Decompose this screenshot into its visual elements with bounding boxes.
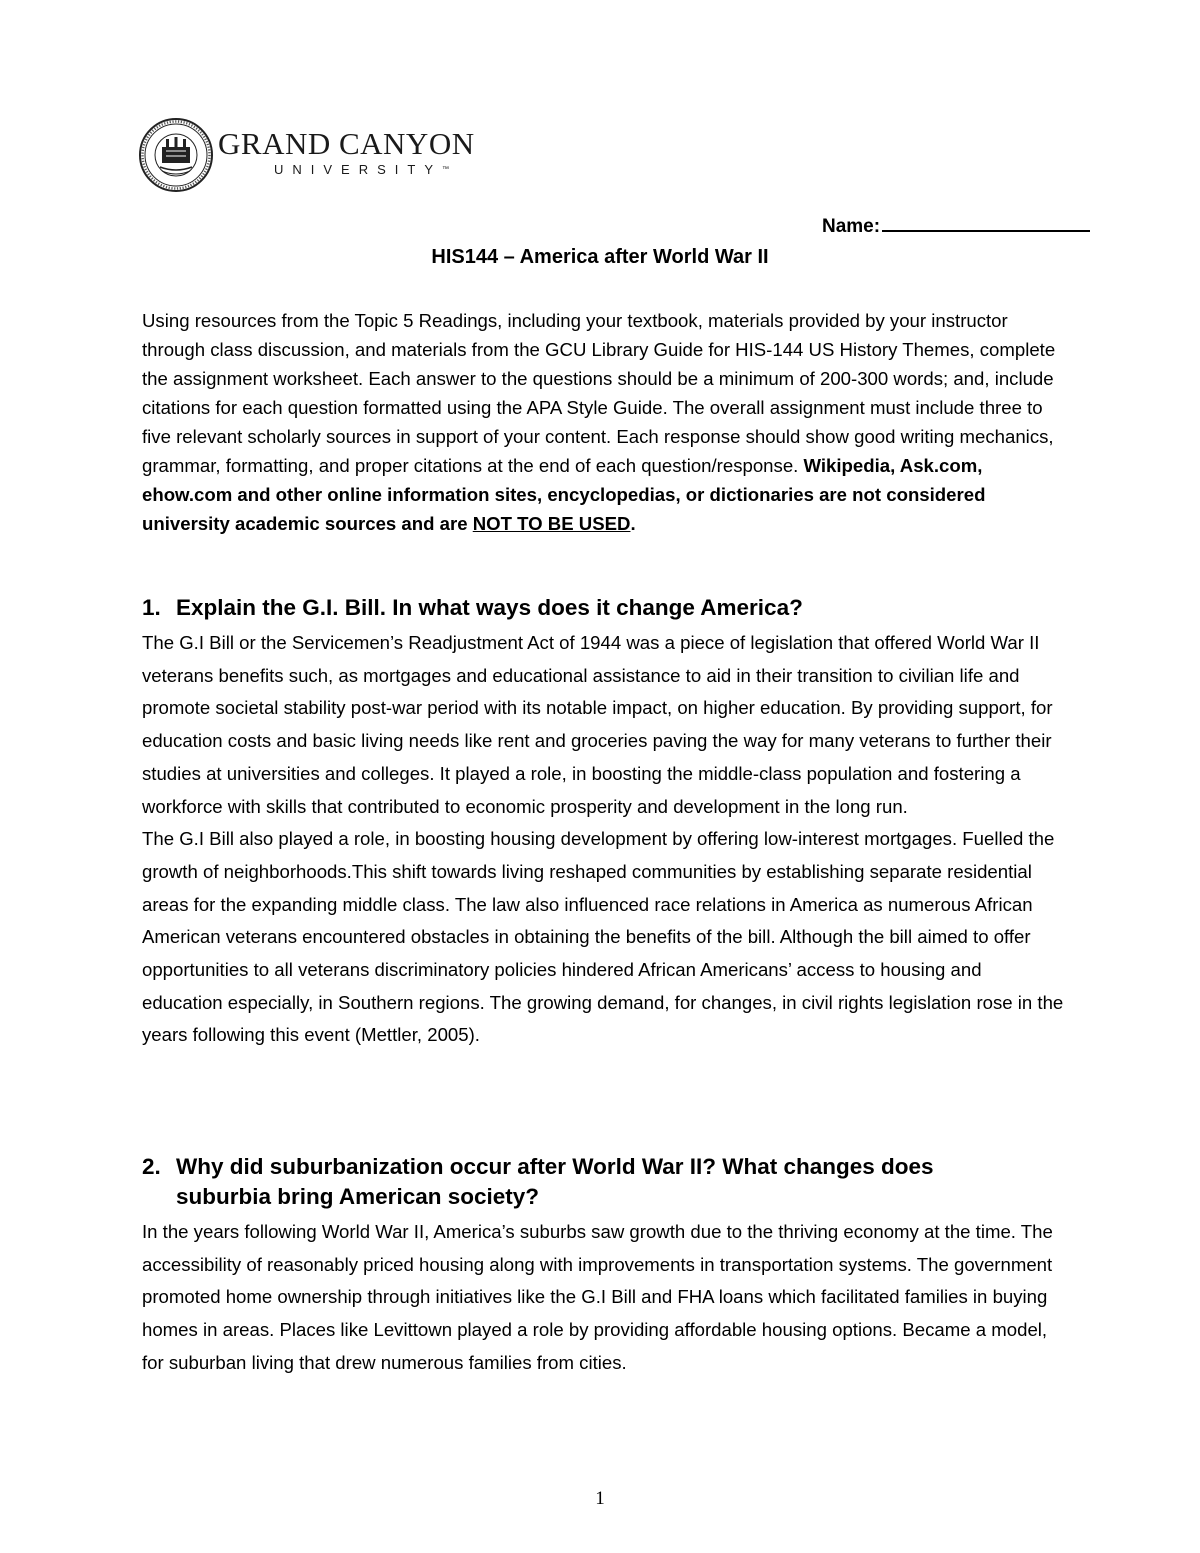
university-seal-icon (138, 117, 214, 193)
answer-paragraph: The G.I Bill also played a role, in boosting housing development by offering low-interest mortgages. Fuelled the growth of neighborhoods.This shift towards living reshaped communities by establishing separate residential areas for the expanding middle class. The law also influenced race relations in America as numerous African American veterans encountered obstacles in obtaining the benefits of the bill. Although the bill aimed to offer opportunities to all veterans discriminatory policies hindered African Americans’ access to housing and education especially, in Southern regions. The growing demand, for changes, in civil rights legislation rose in the years following this event (Mettler, 2005). (142, 828, 1064, 1046)
question-text: Explain the G.I. Bill. In what ways does it change America? (176, 595, 803, 620)
name-field (822, 214, 1090, 238)
answer-2 (142, 1216, 1067, 1380)
answer-paragraph: In the years following World War II, America’s suburbs saw growth due to the thriving economy at the time. The accessibility of reasonably priced housing along with improvements in transportation systems. The government promoted home ownership through initiatives like the G.I Bill and FHA loans which facilitated families in buying homes in areas. Places like Levittown played a role by providing affordable housing options. Became a model, for suburban living that drew numerous families from cities. (142, 1221, 1053, 1373)
question-text-line2: suburbia bring American society? (176, 1184, 539, 1209)
trademark-symbol: ™ (442, 166, 450, 173)
university-logo (138, 117, 475, 193)
answer-paragraph: The G.I Bill or the Servicemen’s Readjustment Act of 1944 was a piece of legislation that offered World War II veterans benefits such, as mortgages and educational assistance to aid in their transition to civilian life and promote societal stability post-war period with its notable impact, on higher education. By providing support, for education costs and basic living needs like rent and groceries paving the way for many veterans to further their studies at universities and colleges. It played a role, in boosting the middle-class population and fostering a workforce with skills that contributed to economic prosperity and development in the long run. (142, 632, 1053, 817)
warning-period: . (630, 513, 636, 534)
instructions-paragraph (142, 306, 1062, 538)
name-label: Name: (822, 216, 881, 237)
wordmark-line1: GRAND CANYON (218, 126, 475, 161)
question-text-line1: Why did suburbanization occur after World War II? What changes does (176, 1154, 934, 1179)
answer-1 (142, 627, 1067, 1052)
page-number: 1 (595, 1488, 605, 1509)
question-1-heading (142, 593, 1062, 623)
wordmark-line2: UNIVERSITY (274, 162, 443, 177)
university-wordmark (218, 126, 475, 178)
question-number: 2. (142, 1154, 161, 1179)
question-number: 1. (142, 595, 161, 620)
not-to-be-used-text: NOT TO BE USED (472, 513, 631, 534)
document-title: HIS144 – America after World War II (431, 246, 769, 268)
sources-warning: Wikipedia, Ask.com, ehow.com and other online information sites, encyclopedias, or dictionaries are not considered university academic sources and are (142, 455, 986, 534)
instructions-text: Using resources from the Topic 5 Readings, including your textbook, materials provided by your instructor through class discussion, and materials from the GCU Library Guide for HIS-144 US History Themes, complete the assignment worksheet. Each answer to the questions should be a minimum of 200-300 words; and, include citations for each question formatted using the APA Style Guide. The overall assignment must include three to five relevant scholarly sources in support of your content. Each response should show good writing mechanics, grammar, formatting, and proper citations at the end of each question/response. (142, 310, 1056, 476)
name-blank-line (882, 214, 1090, 232)
question-2-heading (142, 1152, 1062, 1212)
